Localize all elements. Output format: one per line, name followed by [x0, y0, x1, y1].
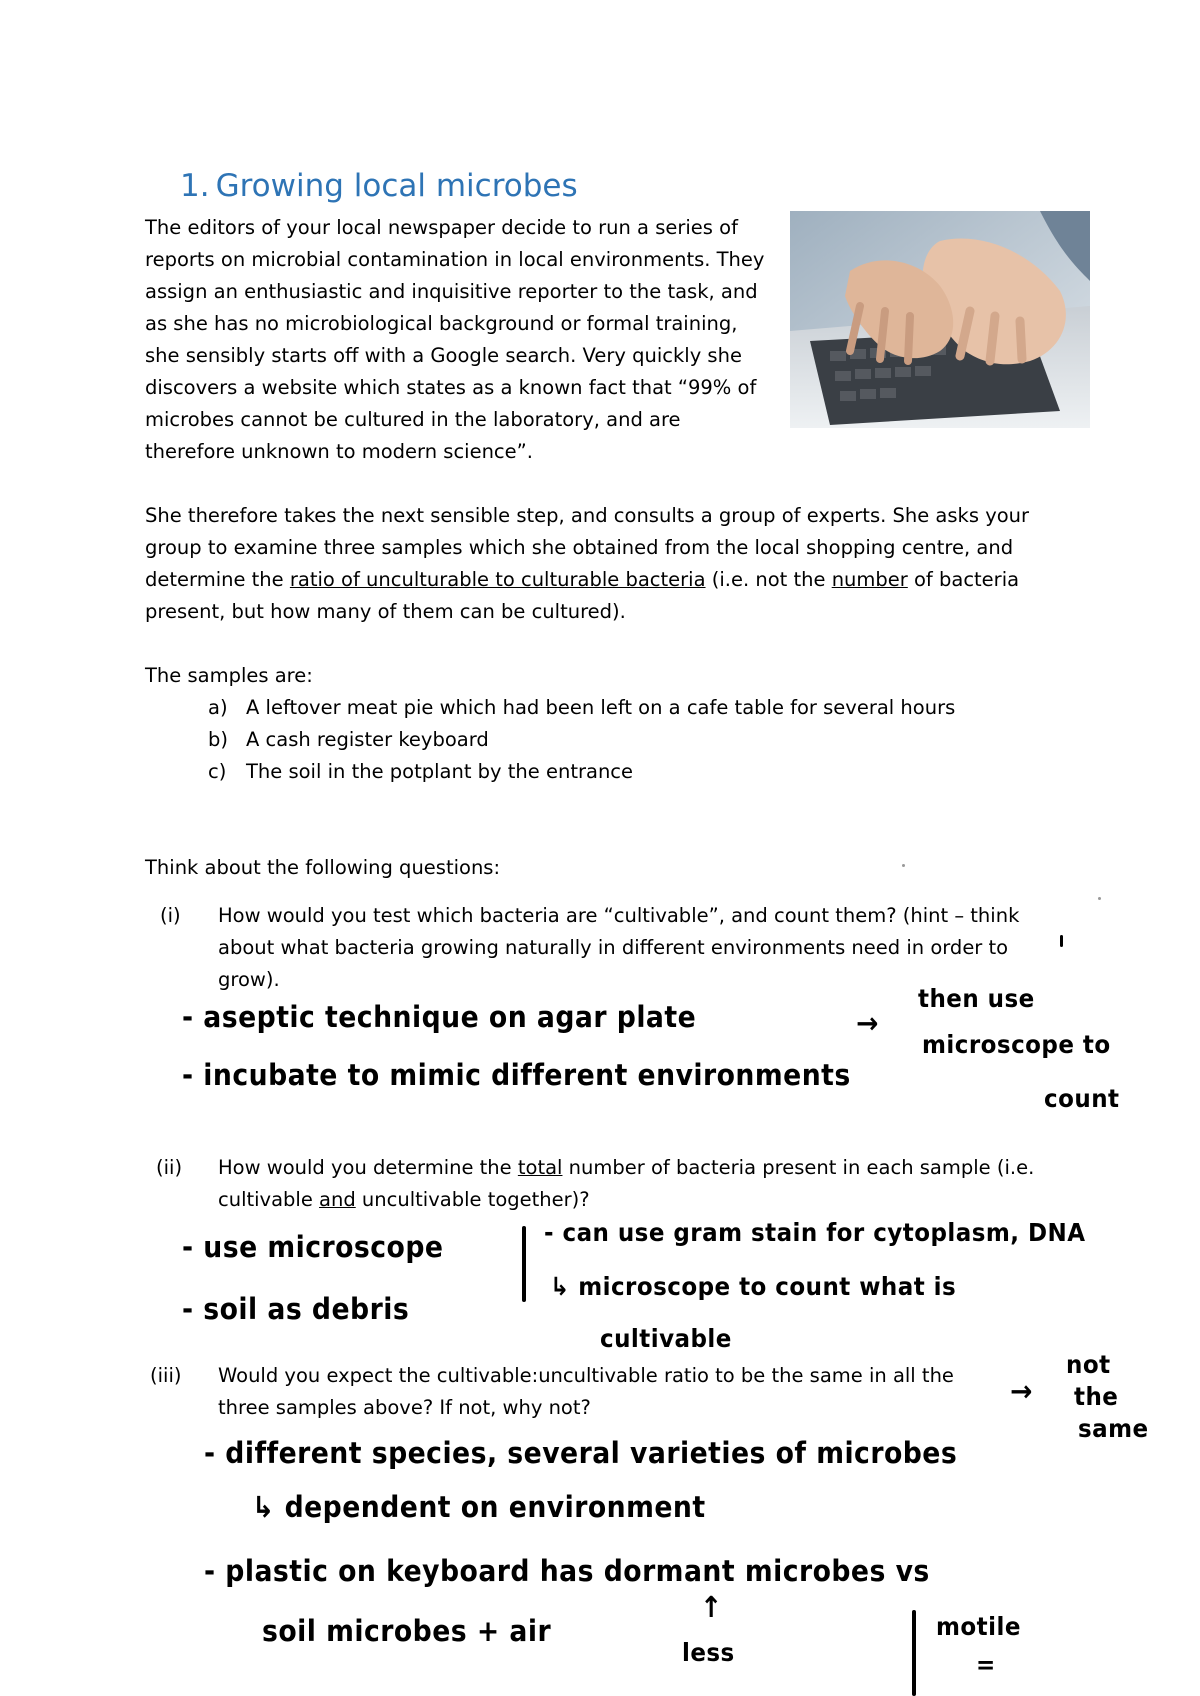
answer-q1-side3: count: [1044, 1084, 1120, 1113]
answer-q3-equals: =: [976, 1650, 996, 1679]
question-label-iii: (iii): [150, 1364, 182, 1387]
answer-q2-right1: - can use gram stain for cytoplasm, DNA: [544, 1218, 1086, 1247]
answer-q3-divider: [912, 1610, 916, 1696]
laptop-typing-photo: [790, 211, 1090, 428]
answer-q3-side2: the: [1074, 1382, 1119, 1411]
and-underlined: and: [319, 1188, 356, 1211]
sample-item-c: [208, 756, 633, 788]
sample-text: A leftover meat pie which had been left on a cafe table for several hours: [246, 696, 956, 719]
answer-q1-side2: microscope to: [922, 1030, 1111, 1059]
question-text-i: How would you test which bacteria are “cultivable”, and count them? (hint – think about what bacteria growing naturally in different environments need in order to grow).: [218, 904, 1020, 991]
answer-q2-line1: - use microscope: [182, 1230, 444, 1264]
answer-q3-side1: not: [1066, 1350, 1111, 1379]
answer-q2-right2: ↳ microscope to count what is: [550, 1272, 957, 1301]
answer-q3-side3: same: [1078, 1414, 1149, 1443]
q2-text-3: uncultivable together)?: [355, 1188, 590, 1211]
heading-text: Growing local microbes: [215, 168, 578, 204]
para-text-2: (i.e. not the: [705, 568, 832, 591]
sample-label: c): [208, 760, 227, 783]
questions-intro: Think about the following questions:: [145, 856, 501, 879]
page-title: [180, 168, 578, 204]
question-text-ii: [218, 1152, 1048, 1216]
sample-item-a: [208, 692, 955, 724]
total-underlined: total: [517, 1156, 563, 1179]
sample-label: b): [208, 728, 228, 751]
answer-q3-line3: - plastic on keyboard has dormant microbes vs: [204, 1554, 930, 1588]
answer-q2-divider: [522, 1226, 526, 1302]
answer-q3-line2: ↳ dependent on environment: [252, 1490, 706, 1524]
question-label-ii: (ii): [156, 1156, 183, 1179]
answer-q3-motile: motile: [936, 1612, 1021, 1641]
answer-q1-arrow: →: [856, 1006, 879, 1040]
q2-text-2: number of bacteria present in each sample (i.e. cultivable: [218, 1156, 1035, 1211]
answer-q2-right3: cultivable: [600, 1324, 732, 1353]
question-label-i: (i): [160, 904, 181, 927]
para-text-1: She therefore takes the next sensible step, and consults a group of experts. She asks your group to examine three samples which she obtained from the local shopping centre, and determine the: [145, 504, 1030, 591]
answer-q1-line1: - aseptic technique on agar plate: [182, 1000, 697, 1034]
sample-label: a): [208, 696, 228, 719]
answer-q1-line2: - incubate to mimic different environments: [182, 1058, 851, 1092]
answer-q3-line4: soil microbes + air: [262, 1614, 552, 1648]
sample-text: A cash register keyboard: [246, 728, 489, 751]
stray-mark: [1060, 935, 1063, 947]
answer-q3-less: less: [682, 1638, 735, 1667]
instructions-paragraph: [145, 500, 1045, 628]
ratio-underlined: ratio of unculturable to culturable bacteria: [289, 568, 706, 591]
answer-q3-arrow: →: [1010, 1374, 1033, 1408]
heading-number: 1.: [180, 168, 210, 204]
answer-q1-side1: then use: [918, 984, 1035, 1013]
stray-mark: [1098, 897, 1101, 900]
samples-intro: The samples are:: [145, 664, 313, 687]
stray-mark: [902, 864, 905, 867]
answer-q3-up-arrow: ↑: [700, 1590, 723, 1624]
q2-text-1: How would you determine the: [218, 1156, 518, 1179]
sample-item-b: [208, 724, 489, 756]
intro-paragraph: The editors of your local newspaper decide to run a series of reports on microbial contamination in local environments. They assign an enthusiastic and inquisitive reporter to the task, and as she has no microbiological background or formal training, she sensibly starts off with a Google search. Very quickly she discovers a website which states as a known fact that “99% of microbes cannot be cultured in the laboratory, and are therefore unknown to modern science”.: [145, 216, 765, 463]
sample-text: The soil in the potplant by the entrance: [246, 760, 634, 783]
answer-q3-line1: - different species, several varieties of microbes: [204, 1436, 958, 1470]
para-text-3: of bacteria present, but how many of them can be cultured).: [145, 568, 1020, 623]
question-text-iii: Would you expect the cultivable:uncultivable ratio to be the same in all the three samples above? If not, why not?: [218, 1364, 954, 1419]
number-underlined: number: [831, 568, 908, 591]
answer-q2-line2: - soil as debris: [182, 1292, 410, 1326]
